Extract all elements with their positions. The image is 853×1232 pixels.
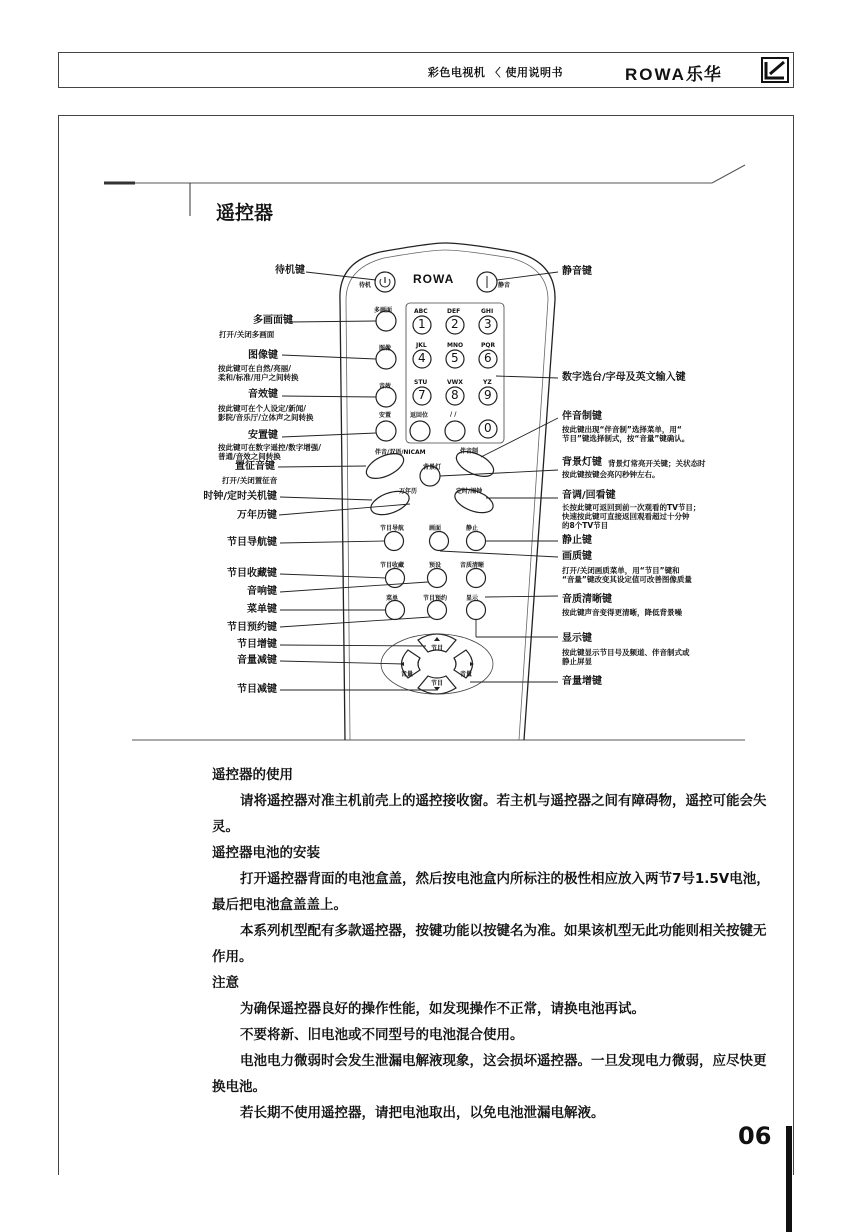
label-soundmode: 伴音制键	[562, 411, 602, 422]
label-guide: 节目导航键	[227, 537, 277, 548]
para-usage: 请将遥控器对准主机前壳上的遥控接收窗。若主机与遥控器之间有障碍物，遥控可能会失灵。	[212, 793, 767, 835]
digit-letters-7: STU	[414, 379, 428, 386]
btn-collect-label: 节目收藏	[380, 562, 405, 569]
digit-letters-8: VWX	[447, 379, 463, 386]
notice-4: 若长期不使用遥控器，请把电池取出，以免电池泄漏电解液。	[240, 1105, 605, 1121]
btn-dual-label: 伴音/双语/NICAM	[375, 449, 426, 456]
instructions-body	[212, 762, 772, 1126]
btn-display-label: 显示	[466, 595, 479, 602]
notice-2: 不要将新、旧电池或不同型号的电池混合使用。	[240, 1027, 524, 1043]
digit-3: 3	[484, 317, 492, 331]
label-toneclear-desc: 按此键声音变得更清晰，降低背景噪	[562, 608, 682, 617]
label-backlight: 背景灯键	[562, 457, 602, 468]
label-sound-desc-2: 影院/音乐厅/立体声之间转换	[218, 413, 314, 422]
label-vol-up: 音量增键	[562, 676, 602, 687]
btn-nav-left-label: 音量	[401, 671, 414, 678]
label-sound: 音效键	[248, 389, 278, 400]
label-progbook: 节目预约键	[227, 622, 277, 633]
digit-5: 5	[451, 351, 459, 365]
btn-sound-label: 音效	[379, 383, 392, 390]
para-models: 本系列机型配有多款遥控器，按键功能以按键名为准。如果该机型无此功能则相关按键无作用。	[212, 923, 767, 965]
heading-usage: 遥控器的使用	[212, 767, 293, 783]
label-backlight-desc-1: 背景灯常亮开关键；关状态时	[608, 459, 706, 468]
digit-8: 8	[451, 388, 459, 402]
label-multi: 多画面键	[253, 315, 293, 326]
label-pip-desc-2: 普通/音效之间转换	[218, 452, 281, 461]
btn-guide-label: 节目导航	[380, 525, 405, 532]
page-number: 06	[738, 1122, 772, 1150]
digit-letters-5: MNO	[447, 342, 464, 349]
label-prog-down: 节目减键	[237, 684, 277, 695]
label-display-desc-2: 静止屏显	[562, 657, 592, 666]
label-collect: 节目收藏键	[227, 568, 277, 579]
btn-nav-down-label: 节目	[431, 680, 444, 687]
para-battery: 打开遥控器背面的电池盒盖，然后按电池盒内所标注的极性相应放入两节7号1.5V电池，最后把电池盒盖盖上。	[212, 871, 770, 913]
btn-preset-label: 预设	[429, 562, 442, 569]
label-timer: 时钟/定时关机键	[203, 491, 277, 502]
label-return-desc-1: 长按此键可返回到前一次观看的TV节目；	[562, 503, 701, 512]
digit-0: 0	[484, 421, 492, 435]
label-dual: 置征音键	[235, 461, 275, 472]
label-return-desc-3: 的8个TV节目	[562, 521, 609, 530]
btn-mute-label: 静音	[498, 282, 511, 289]
section-title: 遥控器	[216, 202, 274, 224]
digit-1: 1	[418, 317, 426, 331]
btn-multi-label: 多画面	[374, 307, 393, 314]
label-dual-desc: 打开/关闭置征音	[222, 476, 278, 485]
label-vol-down: 音量减键	[237, 655, 277, 666]
label-tone: 音响键	[247, 586, 277, 597]
label-digits: 数字选台/字母及英文输入键	[562, 372, 686, 383]
label-picture-desc-1: 按此键可在自然/亮丽/	[218, 364, 291, 373]
logo-latin: ROWA	[625, 65, 686, 84]
label-multi-desc: 打开/关闭多画面	[219, 330, 275, 339]
page-edge-bar	[786, 1126, 792, 1232]
btn-calendar-label: 万年历	[399, 488, 418, 495]
notice-1: 为确保遥控器良好的操作性能，如发现操作不正常，请换电池再试。	[240, 1001, 645, 1017]
label-pip: 安置键	[248, 430, 278, 441]
label-quality: 画质键	[562, 551, 592, 562]
label-return-desc-2: 快速按此键可直接返回观看超过十分钟	[562, 512, 690, 521]
digit-2: 2	[451, 317, 459, 331]
digit-4: 4	[418, 351, 426, 365]
btn-swap-label: 返回位	[410, 412, 429, 419]
digit-letters-2: DEF	[447, 308, 461, 315]
label-menu: 菜单键	[247, 604, 277, 615]
remote-brand: ROWA	[413, 272, 455, 286]
btn-menu-label: 菜单	[386, 595, 399, 602]
label-backlight-desc-2: 按此键按键会亮闪秒钟左右。	[562, 470, 660, 479]
label-picture-desc-2: 柔和/标准/用户之间转换	[218, 373, 299, 382]
digit-letters-9: YZ	[483, 379, 492, 386]
label-mute: 静音键	[562, 266, 592, 277]
label-stop: 静止键	[562, 535, 592, 546]
btn-toneclear-label: 音质清晰	[460, 562, 485, 569]
header-title: 彩色电视机 〈 使用说明书	[427, 66, 563, 79]
digit-letters-1: ABC	[414, 308, 428, 315]
btn-timer-label: 定时/闹钟	[456, 488, 483, 495]
btn-progbook-label: 节目预约	[423, 595, 448, 602]
notice-3: 电池电力微弱时会发生泄漏电解液现象，这会损坏遥控器。一旦发现电力微弱，应尽快更换电池。	[212, 1053, 767, 1095]
btn-picture-label: 图像	[379, 345, 392, 352]
label-return: 音调/回看键	[562, 490, 616, 501]
label-picture: 图像键	[248, 350, 278, 361]
btn-pip-label: 安置	[379, 412, 392, 419]
btn-nav-up-label: 节目	[431, 645, 444, 652]
label-sound-desc-1: 按此键可在个人设定/新闻/	[218, 404, 306, 413]
label-calendar: 万年历键	[237, 510, 277, 521]
btn-stop-label: 静止	[466, 525, 479, 532]
logo-cn: 乐华	[685, 65, 722, 85]
label-quality-desc-2: “音量”键改变其设定值可改善图像质量	[562, 575, 692, 584]
btn-backlight-label: 背景灯	[423, 464, 442, 471]
label-standby: 待机键	[275, 265, 305, 276]
btn-soundmode-label: 伴音制	[460, 448, 479, 455]
digit-letters-0: / /	[450, 411, 457, 418]
label-display-desc-1: 按此键显示节目号及频道、伴音制式或	[562, 648, 690, 657]
label-toneclear: 音质清晰键	[562, 594, 612, 605]
btn-nav-right-label: 音量	[460, 671, 473, 678]
label-pip-desc-1: 按此键可在数字遥控/数字增强/	[218, 443, 321, 452]
btn-standby-label: 待机	[359, 282, 372, 289]
heading-notice: 注意	[212, 975, 239, 991]
label-soundmode-desc-1: 按此键出现“伴音制”选择菜单，用“	[562, 425, 682, 434]
digit-9: 9	[484, 388, 492, 402]
btn-freeze-label: 画面	[429, 525, 442, 532]
digit-6: 6	[484, 351, 492, 365]
label-prog-up: 节目增键	[237, 639, 277, 650]
digit-letters-3: GHI	[481, 308, 494, 315]
digit-letters-6: PQR	[481, 342, 496, 349]
label-quality-desc-1: 打开/关闭画质菜单，用“节目”键和	[562, 566, 680, 575]
heading-battery: 遥控器电池的安装	[212, 845, 320, 861]
label-soundmode-desc-2: 节目”键选择制式，按“音量”键确认。	[562, 434, 690, 443]
label-display: 显示键	[562, 633, 592, 644]
digit-7: 7	[418, 388, 426, 402]
digit-letters-4: JKL	[416, 342, 427, 349]
